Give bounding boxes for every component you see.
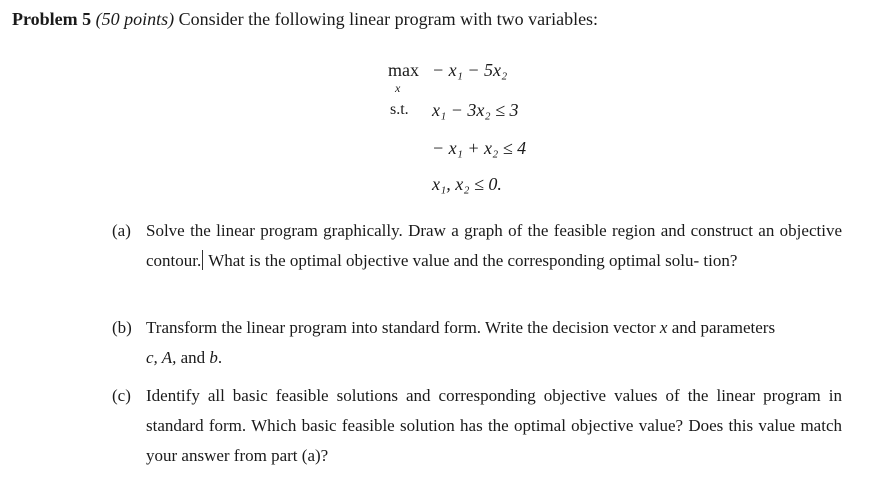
- part-b-text[interactable]: [146, 313, 842, 373]
- part-b-text-mid: and parameters: [667, 318, 776, 337]
- part-a-text[interactable]: [146, 216, 842, 276]
- part-a-label: (a): [112, 221, 131, 240]
- part-b: [112, 313, 842, 373]
- constraint-3: x₁, x₂ ≤ 0.: [432, 174, 502, 194]
- part-b-text-end: .: [217, 348, 223, 367]
- part-a-text-after: What is the optimal objective value and the corresponding optimal solu- tion?: [204, 251, 738, 270]
- part-b-var-b: b: [209, 348, 218, 367]
- problem-header: [12, 6, 598, 32]
- part-a: [112, 216, 842, 276]
- subject-to-label: s.t.: [390, 101, 409, 118]
- part-b-text-pre: Transform the linear program into standard form. Write the decision vector: [146, 318, 660, 337]
- part-b-label: (b): [112, 318, 132, 337]
- part-c-label: (c): [112, 386, 131, 405]
- part-c: [112, 381, 842, 471]
- problem-title: Problem 5: [12, 9, 92, 29]
- part-b-var-x: x: [659, 318, 668, 337]
- max-operator: max: [388, 60, 419, 80]
- part-c-text[interactable]: Identify all basic feasible solutions and corresponding objective values of the linear program in standard form. Which basic feasible solution has the optimal objective value? Does this value match your answer from part (a)?: [146, 386, 842, 465]
- problem-points: (50 points): [95, 9, 175, 29]
- part-b-text-and: and: [176, 348, 210, 367]
- part-b-params: c, A,: [146, 348, 177, 367]
- max-variable: x: [395, 81, 401, 95]
- constraint-1: x₁ − 3x₂ ≤ 3: [432, 100, 519, 120]
- constraint-2: − x₁ + x₂ ≤ 4: [432, 138, 527, 158]
- problem-intro: Consider the following linear program with two variables:: [178, 9, 599, 29]
- objective-function: − x₁ − 5x₂: [432, 60, 508, 80]
- part-a-text-before: Solve the linear program graphically. Draw a graph of the feasible region and construct an objective contour.: [146, 221, 842, 270]
